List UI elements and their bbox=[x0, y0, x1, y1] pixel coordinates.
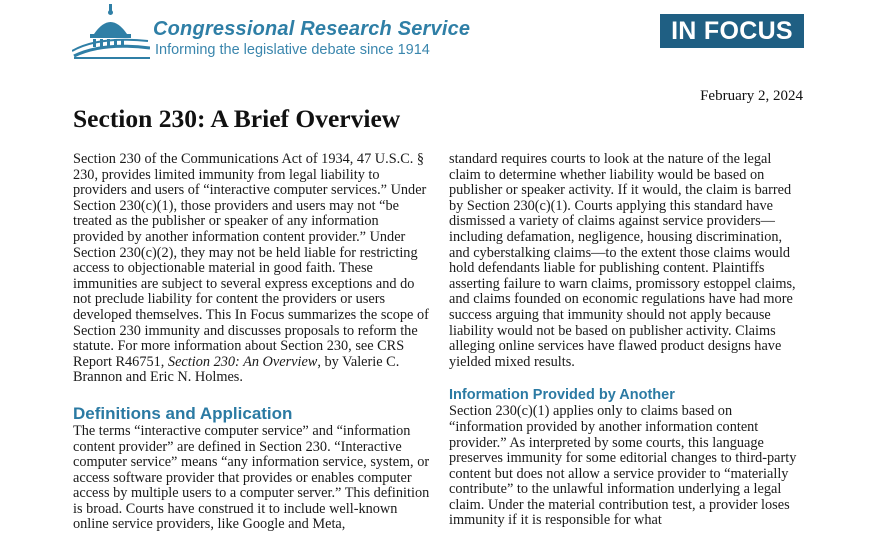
in-focus-badge: IN FOCUS bbox=[660, 14, 804, 48]
intro-text-end: , by Valerie C. Brannon and Eric N. Holmes. bbox=[73, 353, 400, 386]
org-name: Congressional Research Service bbox=[153, 18, 471, 40]
page-header bbox=[0, 0, 876, 80]
capitol-dome-icon bbox=[72, 4, 150, 60]
intro-paragraph bbox=[73, 152, 433, 386]
intro-text: Section 230 of the Communications Act of 1934, 47 U.S.C. § 230, provides limited immunity from legal liability to providers and users of “interactive computer services.” Under Section 230(c)(1), those providers and users may not “be treated as the publisher or speaker of any information provided by another information content provider.” Under Section 230(c)(2), they may not be held liable for restricting access to objectionable material in good faith. These immunities are subject to several express exceptions and do not preclude liability for content the providers or users developed themselves. This In Focus summarizes the scope of Section 230 immunity and discusses proposals to reform the statute. For more information about Section 230, see CRS Report R46751, bbox=[73, 151, 429, 370]
org-tagline: Informing the legislative debate since 1914 bbox=[155, 42, 430, 58]
publication-date: February 2, 2024 bbox=[700, 88, 803, 104]
left-column bbox=[73, 152, 433, 533]
section-heading-definitions: Definitions and Application bbox=[73, 403, 293, 423]
definitions-paragraph: The terms “interactive computer service” and “information content provider” are defined in Section 230. “Interactive computer service” means “any information service, system, or access software provider that provides or enables computer access by multiple users to a computer server.” This definition is broad. Courts have construed it to include well-known online service providers, like Google and Meta, bbox=[73, 422, 430, 533]
information-provided-paragraph: Section 230(c)(1) applies only to claims based on “information provided by another information content provider.” As interpreted by some courts, this language preserves immunity for some editorial changes to third-party content but does not allow a service provider to “materially contribute” to the unlawful information underlying a legal claim. Under the material contribution test, a provider loses immunity if it is responsible for what bbox=[449, 403, 797, 529]
section-heading-information-provided: Information Provided by Another bbox=[449, 387, 675, 404]
page-title: Section 230: A Brief Overview bbox=[73, 104, 401, 133]
right-column bbox=[449, 152, 805, 529]
report-title-italic: Section 230: An Overview bbox=[167, 353, 318, 370]
publisher-standard-paragraph: standard requires courts to look at the nature of the legal claim to determine whether liability would be based on publisher or speaker activity. If it would, the claim is barred by Section 230(c)(1). Courts applying this standard have dismissed a variety of claims against service providers—including defamation, negligence, housing discrimination, and cyberstalking claims—to the extent those claims would hold defendants liable for publishing content. Plaintiffs asserting failure to warn claims, promissory estoppel claims, and claims founded on economic regulations have had more success arguing that immunity should not apply because liability would not be based on publisher activity. Claims alleging online services have flawed product designs have yielded mixed results. bbox=[449, 151, 796, 370]
